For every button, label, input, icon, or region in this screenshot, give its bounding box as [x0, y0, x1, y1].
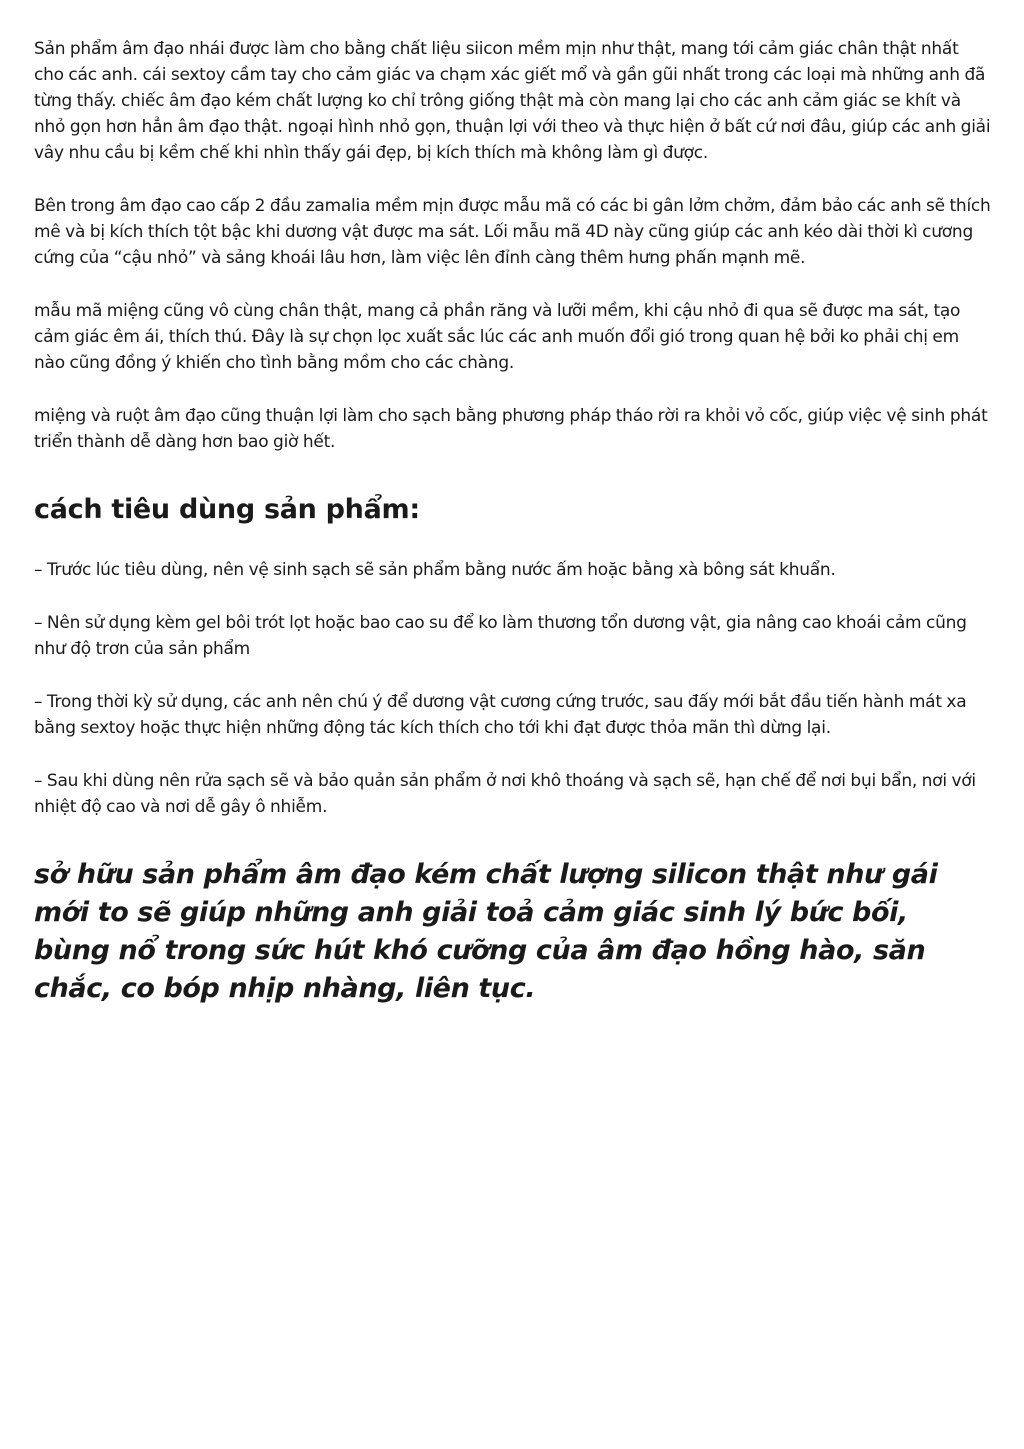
intro-paragraph: miệng và ruột âm đạo cũng thuận lợi làm cho sạch bằng phương pháp tháo rời ra khỏi vỏ cốc, giúp việc vệ sinh phát triển thành dễ dàng hơn bao giờ hết. [34, 406, 988, 452]
usage-step: – Sau khi dùng nên rửa sạch sẽ và bảo quản sản phẩm ở nơi khô thoáng và sạch sẽ, hạn chế để nơi bụi bẩn, nơi với nhiệt độ cao và nơi dễ gây ô nhiễm. [34, 771, 976, 817]
intro-paragraph: Bên trong âm đạo cao cấp 2 đầu zamalia mềm mịn được mẫu mã có các bi gân lởm chởm, đảm bảo các anh sẽ thích mê và bị kích thích tột bậc khi dương vật được ma sát. Lối mẫu mã 4D này cũng giúp các anh kéo dài thời kì cương cứng của “cậu nhỏ” và sảng khoái lâu hơn, làm việc lên đỉnh càng thêm hưng phấn mạnh mẽ. [34, 196, 991, 268]
usage-step: – Trước lúc tiêu dùng, nên vệ sinh sạch sẽ sản phẩm bằng nước ấm hoặc bằng xà bông sát khuẩn. [34, 560, 836, 580]
usage-step: – Trong thời kỳ sử dụng, các anh nên chú ý để dương vật cương cứng trước, sau đấy mới bắt đầu tiến hành mát xa bằng sextoy hoặc thực hiện những động tác kích thích cho tới khi đạt được thỏa mãn thì dừng lại. [34, 692, 967, 738]
intro-paragraph: mẫu mã miệng cũng vô cùng chân thật, mang cả phần răng và lưỡi mềm, khi cậu nhỏ đi qua sẽ được ma sát, tạo cảm giác êm ái, thích thú. Đây là sự chọn lọc xuất sắc lúc các anh muốn đổi gió trong quan hệ bởi ko phải chị em nào cũng đồng ý khiến cho tình bằng mồm cho các chàng. [34, 301, 961, 373]
closing-statement: sở hữu sản phẩm âm đạo kém chất lượng silicon thật như gái mới to sẽ giúp những anh giải toả cảm giác sinh lý bức bối, bùng nổ trong sức hút khó cưỡng của âm đạo hồng hào, săn chắc, co bóp nhịp nhàng, liên tục. [34, 859, 938, 1004]
document-page [34, 36, 992, 1008]
intro-paragraph: Sản phẩm âm đạo nhái được làm cho bằng chất liệu siicon mềm mịn như thật, mang tới cảm giác chân thật nhất cho các anh. cái sextoy cầm tay cho cảm giác va chạm xác giết mổ và gần gũi nhất trong các loại mà những anh đã từng thấy. chiếc âm đạo kém chất lượng ko chỉ trông giống thật mà còn mang lại cho các anh cảm giác se khít và nhỏ gọn hơn hẳn âm đạo thật. ngoại hình nhỏ gọn, thuận lợi với theo và thực hiện ở bất cứ nơi đâu, giúp các anh giải vây nhu cầu bị kềm chế khi nhìn thấy gái đẹp, bị kích thích mà không làm gì được. [34, 39, 991, 163]
usage-step: – Nên sử dụng kèm gel bôi trót lọt hoặc bao cao su để ko làm thương tổn dương vật, gia nâng cao khoái cảm cũng như độ trơn của sản phẩm [34, 613, 967, 659]
usage-heading: cách tiêu dùng sản phẩm: [34, 494, 420, 525]
